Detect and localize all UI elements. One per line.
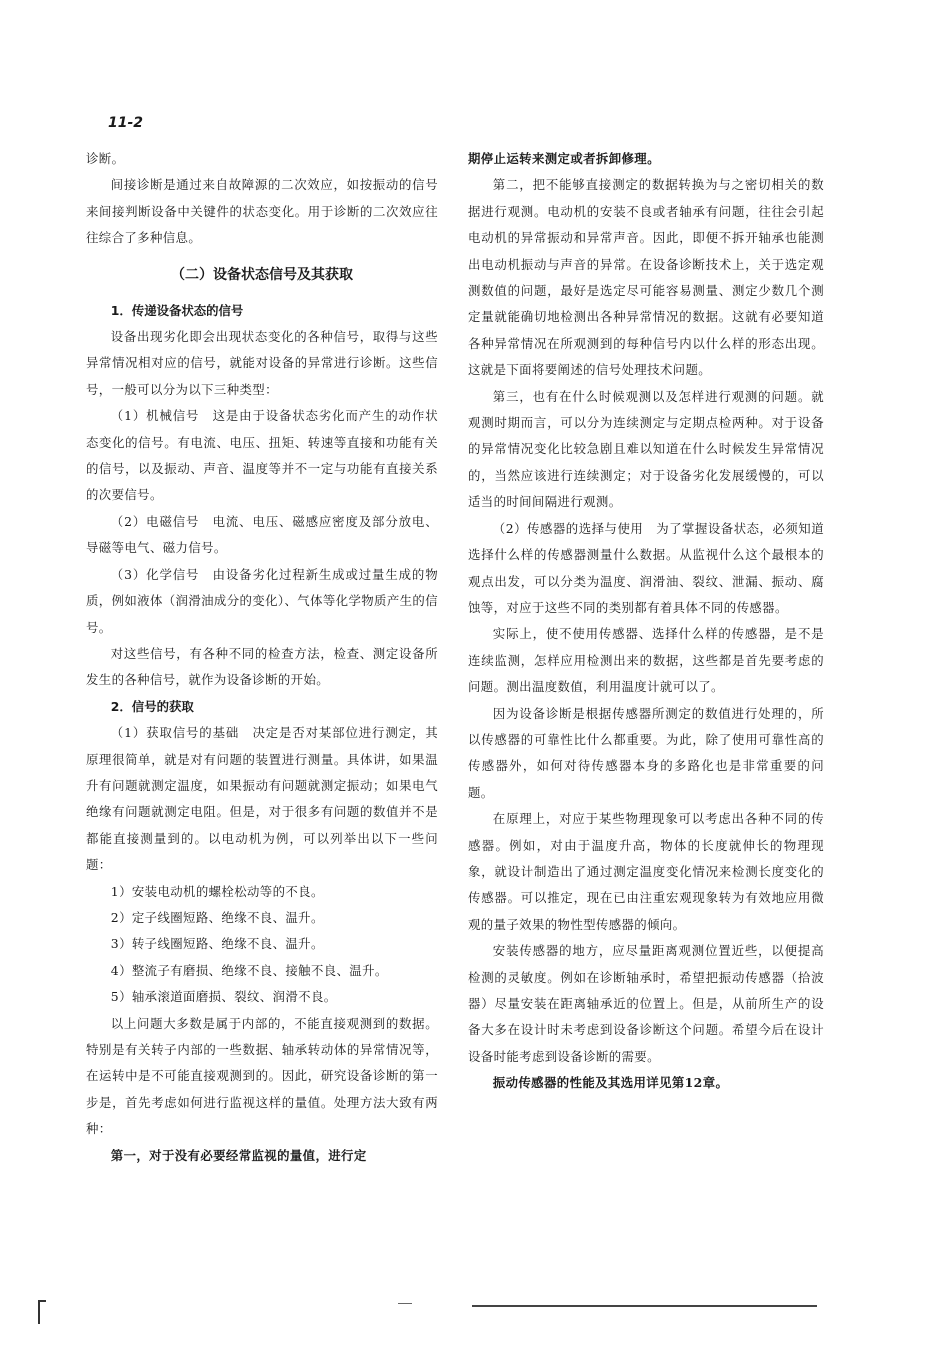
- list-item: 4）整流子有磨损、绝缘不良、接触不良、温升。: [110, 962, 388, 978]
- paragraph: 振动传感器的性能及其选用详见第12章。: [492, 1075, 729, 1091]
- paragraph: 在原理上，对应于某些物理现象可以考虑出各种不同的传感器。例如，对由于温度升高，物体的长度就伸长的物理现象，就设计制造出了通过测定温度变化情况来检测长度变化的传感器。可以推定，现在已由注重宏观现象转为有效地应用微观的量子效果的物性型传感器的倾向。: [468, 811, 824, 932]
- list-item: 1）安装电动机的螺栓松动等的不良。: [110, 883, 324, 899]
- footer-dash: [398, 1303, 412, 1304]
- page-number: 11-2: [108, 115, 144, 131]
- list-item: 5）轴承滚道面磨损、裂纹、润滑不良。: [110, 989, 337, 1005]
- paragraph: 间接诊断是通过来自故障源的二次效应，如按振动的信号来间接判断设备中关键件的状态变化。用于诊断的二次效应往往综合了多种信息。: [86, 177, 438, 246]
- paragraph: 第二，把不能够直接测定的数据转换为与之密切相关的数据进行观测。电动机的安装不良或者轴承有问题，往往会引起电动机的异常振动和异常声音。因此，即便不拆开轴承也能测出电动机振动与声音的异常。在设备诊断技术上，关于选定观测数值的问题，最好是选定尽可能容易测量、测定少数几个测定量就能确切地检测出各种异常情况的数据。这就有必要知道各种异常情况在所观测到的每种信号内以什么样的形态出现。这就是下面将要阐述的信号处理技术问题。: [468, 177, 824, 378]
- paragraph: （1）获取信号的基础 决定是否对某部位进行测定，其原理很简单，就是对有问题的装置进行测量。具体讲，如果温升有问题就测定温度，如果振动有问题就测定振动；如果电气绝缘有问题就测定电阻。但是，对于很多有问题的数值并不是都能直接测量到的。以电动机为例，可以列举出以下一些问题：: [86, 725, 438, 873]
- paragraph: 第三，也有在什么时候观测以及怎样进行观测的问题。就观测时期而言，可以分为连续测定与定期点检两种。对于设备的异常情况变化比较急剧且难以知道在什么时候发生异常情况的，当然应该进行连续测定；对于设备劣化发展缓慢的，可以适当的时间间隔进行观测。: [468, 388, 824, 510]
- paragraph: 因为设备诊断是根据传感器所测定的数值进行处理的，所以传感器的可靠性比什么都重要。为此，除了使用可靠性高的传感器外，如何对待传感器本身的多路化也是非常重要的问题。: [468, 705, 824, 800]
- list-item: 3）转子线圈短路、绝缘不良、温升。: [110, 936, 324, 952]
- paragraph: （2）传感器的选择与使用 为了掌握设备状态，必须知道选择什么样的传感器测量什么数据。从监视什么这个最根本的观点出发，可以分类为温度、润滑油、裂纹、泄漏、振动、腐蚀等，对应于这些不同的类别都有着具体不同的传感器。: [468, 520, 824, 615]
- paragraph: 对这些信号，有各种不同的检查方法，检查、测定设备所发生的各种信号，就作为设备诊断的开始。: [86, 645, 438, 688]
- left-column: [86, 146, 438, 1169]
- paragraph: （2）电磁信号 电流、电压、磁感应密度及部分放电、导磁等电气、磁力信号。: [86, 513, 438, 556]
- paragraph: 设备出现劣化即会出现状态变化的各种信号，取得与这些异常情况相对应的信号，就能对设备的异常进行诊断。这些信号，一般可以分为以下三种类型：: [86, 329, 438, 397]
- paragraph: 期停止运转来测定或者拆卸修理。: [468, 151, 660, 166]
- paragraph: （1）机械信号 这是由于设备状态劣化而产生的动作状态变化的信号。有电流、电压、扭矩、转速等直接和功能有关的信号，以及振动、声音、温度等并不一定与功能有直接关系的次要信号。: [86, 408, 438, 503]
- paragraph: 以上问题大多数是属于内部的，不能直接观测到的数据。特别是有关转子内部的一些数据、轴承转动体的异常情况等，在运转中是不可能直接观测到的。因此，研究设备诊断的第一步是，首先考虑如何进行监视这样的量值。处理方法大致有两种：: [86, 1015, 438, 1137]
- right-column: [468, 146, 824, 1097]
- subsection-title-2: 2．信号的获取: [110, 698, 194, 714]
- paragraph: 第一，对于没有必要经常监视的量值，进行定: [110, 1147, 367, 1163]
- subsection-title-1: 1．传递设备状态的信号: [110, 302, 244, 318]
- paragraph: （3）化学信号 由设备劣化过程新生成或过量生成的物质，例如液体（润滑油成分的变化）、气体等化学物质产生的信号。: [86, 566, 438, 635]
- footer-rule: [472, 1305, 817, 1307]
- list-item: 2）定子线圈短路、绝缘不良、温升。: [110, 909, 324, 925]
- paragraph: 实际上，使不使用传感器、选择什么样的传感器，是不是连续监测，怎样应用检测出来的数据，这些都是首先要考虑的问题。测出温度数值，利用温度计就可以了。: [468, 626, 824, 695]
- paragraph: 诊断。: [86, 151, 125, 166]
- paragraph: 安装传感器的地方，应尽量距离观测位置近些，以便提高检测的灵敏度。例如在诊断轴承时，希望把振动传感器（拾波器）尽量安装在距离轴承近的位置上。但是，从前所生产的设备大多在设计时未考虑到设备诊断这个问题。希望今后在设计设备时能考虑到设备诊断的需要。: [468, 943, 824, 1064]
- corner-mark: [38, 1300, 40, 1324]
- section-title: （二）设备状态信号及其获取: [171, 266, 353, 283]
